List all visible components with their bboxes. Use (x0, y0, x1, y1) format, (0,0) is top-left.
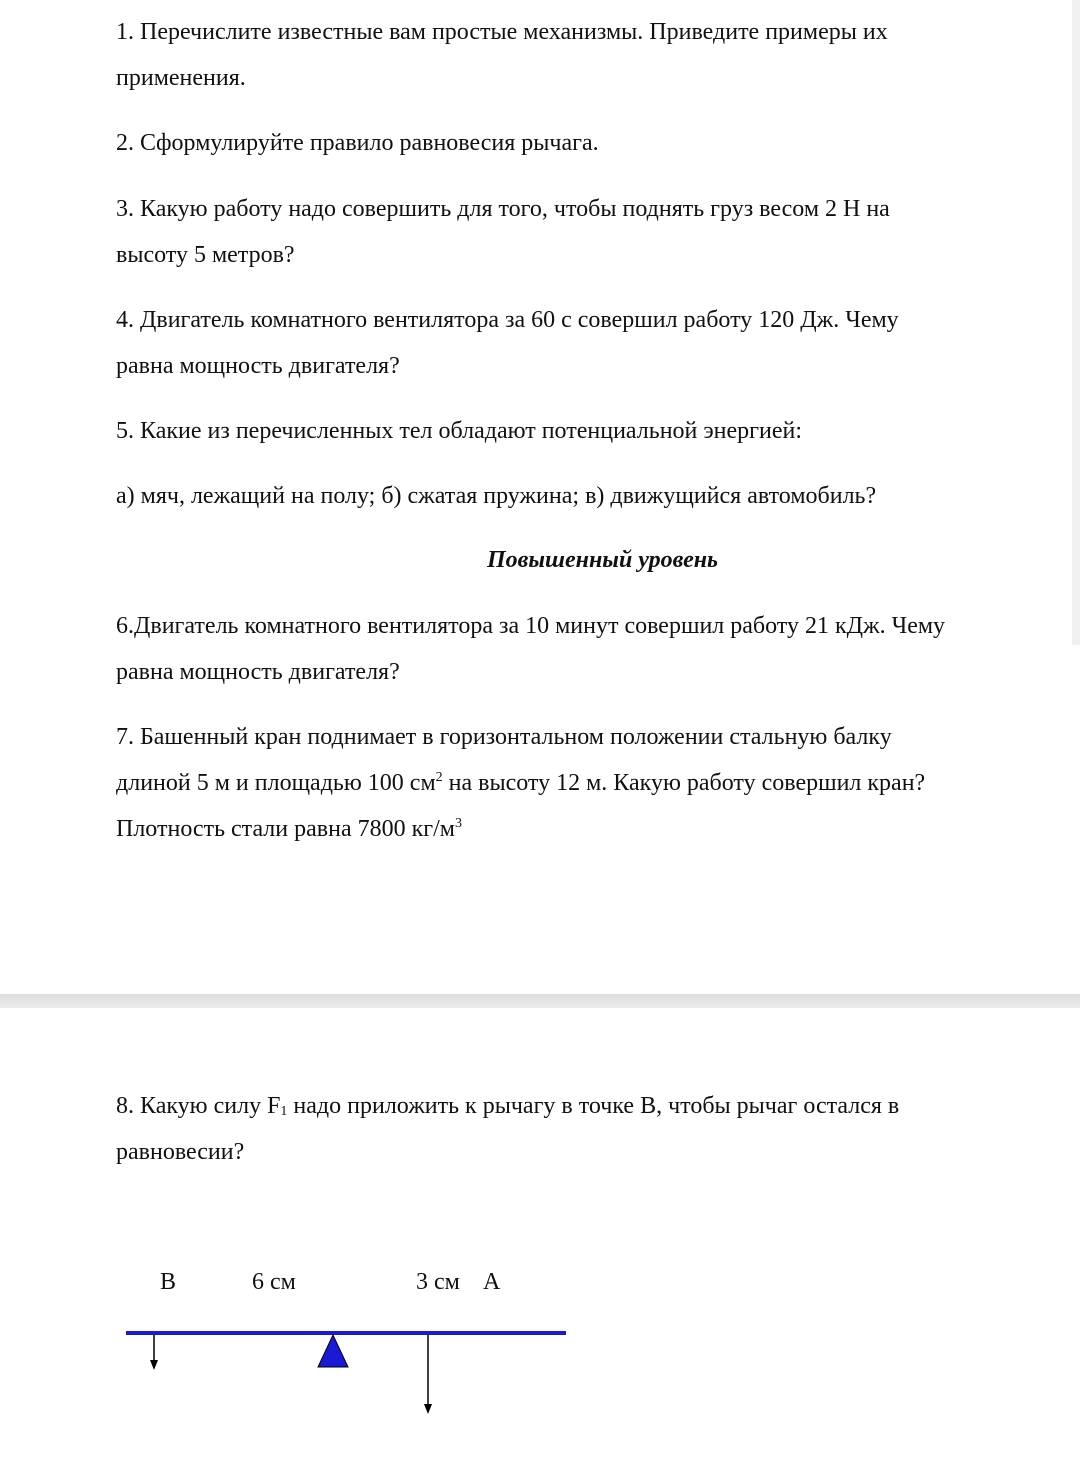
question-7-line-3-text: Плотность стали равна 7800 кг/м (116, 816, 455, 842)
point-b-label: В (160, 1269, 177, 1295)
question-7-line-2 (116, 768, 925, 798)
question-8-line-1-text-a: 8. Какую силу F (116, 1093, 281, 1119)
question-4-line-2: равна мощность двигателя? (116, 353, 400, 379)
question-3-line-1: 3. Какую работу надо совершить для того, чтобы поднять груз весом 2 Н на (116, 196, 890, 222)
page-separator (0, 994, 1080, 1008)
question-6-line-1: 6.Двигатель комнатного вентилятора за 10 минут совершил работу 21 кДж. Чему (116, 613, 946, 639)
right-arm-length-label: 3 см (416, 1269, 460, 1295)
document-page-2 (0, 1008, 1080, 1465)
question-8-line-1-text-b: надо приложить к рычагу в точке В, чтобы рычаг остался в (287, 1093, 900, 1119)
question-7-line-2-text-b: на высоту 12 м. Какую работу совершил кран? (442, 770, 926, 796)
question-1-line-1: 1. Перечислите известные вам простые механизмы. Приведите примеры их (116, 19, 888, 45)
superscript-2: 2 (435, 770, 443, 785)
question-7-line-3 (116, 814, 462, 844)
question-2: 2. Сформулируйте правило равновесия рычага. (116, 130, 599, 156)
fulcrum-triangle (318, 1335, 348, 1367)
subscript-1: 1 (280, 1104, 288, 1119)
lever-diagram (0, 1008, 1080, 1465)
question-7-line-2-text-a: длиной 5 м и площадью 100 см (116, 770, 436, 796)
point-a-label: А (483, 1269, 501, 1295)
question-5-options: а) мяч, лежащий на полу; б) сжатая пружина; в) движущийся автомобиль? (116, 483, 877, 509)
question-4-line-1: 4. Двигатель комнатного вентилятора за 60 с совершил работу 120 Дж. Чему (116, 307, 899, 333)
left-arm-length-label: 6 см (252, 1269, 296, 1295)
question-6-line-2: равна мощность двигателя? (116, 659, 400, 685)
superscript-3: 3 (454, 816, 462, 831)
force-arrow-a (424, 1335, 432, 1414)
question-7-line-1: 7. Башенный кран поднимает в горизонтальном положении стальную балку (116, 724, 892, 750)
advanced-level-heading: Повышенный уровень (486, 547, 719, 573)
question-1-line-2: применения. (116, 65, 246, 91)
force-arrow-b (150, 1335, 158, 1370)
question-8-line-2: равновесии? (116, 1139, 245, 1165)
question-5: 5. Какие из перечисленных тел обладают потенциальной энергией: (116, 418, 803, 444)
question-3-line-2: высоту 5 метров? (116, 242, 295, 268)
